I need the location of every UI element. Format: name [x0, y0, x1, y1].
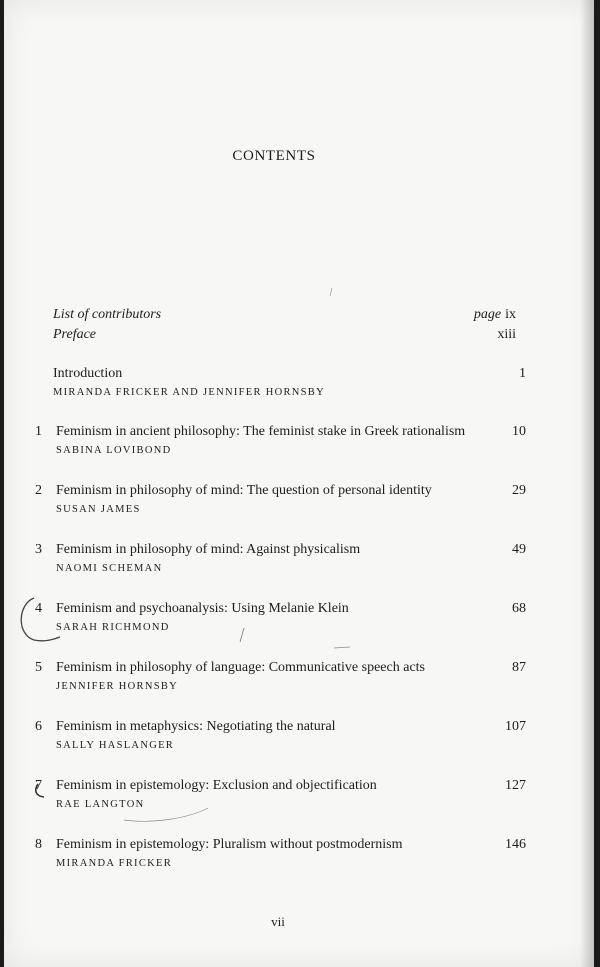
chapter-title: Feminism in philosophy of mind: Against physicalism: [56, 542, 361, 557]
chapter-page: 49: [512, 542, 526, 557]
chapter-number: 5: [35, 660, 42, 675]
chapter-author: MIRANDA FRICKER: [56, 858, 173, 869]
chapter-page: 68: [512, 601, 526, 616]
chapter-number: 3: [35, 542, 42, 557]
chapter-author: MIRANDA FRICKER AND JENNIFER HORNSBY: [53, 387, 325, 398]
front-matter-contributors: List of contributors: [53, 307, 162, 322]
chapter-author: SABINA LOVIBOND: [56, 445, 172, 456]
chapter-title: Feminism in philosophy of language: Communicative speech acts: [56, 660, 425, 675]
chapter-page: 29: [512, 483, 526, 498]
chapter-page: 127: [505, 778, 526, 793]
chapter-number: 4: [35, 601, 42, 616]
chapter-title: Feminism in philosophy of mind: The question of personal identity: [56, 483, 432, 498]
chapter-author: RAE LANGTON: [56, 799, 145, 810]
chapter-number: 8: [35, 837, 42, 852]
pencil-speck-mark: [330, 288, 332, 296]
page-folio: vii: [271, 914, 285, 929]
pencil-bracket-mark: [21, 598, 60, 641]
pencil-underline-mark: [124, 808, 208, 821]
chapter-title: Feminism and psychoanalysis: Using Melanie Klein: [56, 601, 349, 616]
chapter-title: Feminism in epistemology: Exclusion and objectification: [56, 778, 377, 793]
pen-check-mark: [36, 784, 44, 797]
chapter-author: SALLY HASLANGER: [56, 740, 175, 751]
chapter-page: 146: [505, 837, 526, 852]
chapter-title: Introduction: [53, 366, 123, 381]
chapter-author: SARAH RICHMOND: [56, 622, 170, 633]
chapter-author: SUSAN JAMES: [56, 504, 141, 515]
front-matter-preface-page: xiii: [497, 327, 516, 342]
chapter-title: Feminism in ancient philosophy: The feminist stake in Greek rationalism: [56, 424, 466, 439]
chapter-page: 87: [512, 660, 526, 675]
page-label: page: [473, 307, 502, 322]
chapter-page: 10: [512, 424, 526, 439]
chapter-number: 6: [35, 719, 42, 734]
pencil-dash-mark: [334, 647, 350, 648]
chapter-number: 1: [35, 424, 42, 439]
chapter-page: 1: [519, 366, 526, 381]
contents-heading: CONTENTS: [232, 148, 316, 164]
front-matter-preface: Preface: [53, 327, 97, 342]
page-number: ix: [505, 307, 516, 322]
chapter-title: Feminism in metaphysics: Negotiating the natural: [56, 719, 336, 734]
chapter-title: Feminism in epistemology: Pluralism without postmodernism: [56, 837, 403, 852]
chapter-page: 107: [505, 719, 526, 734]
chapter-author: NAOMI SCHEMAN: [56, 563, 163, 574]
chapter-author: JENNIFER HORNSBY: [56, 681, 179, 692]
chapter-number: 7: [35, 778, 42, 793]
pencil-annotations: [4, 0, 594, 967]
book-page: [4, 0, 594, 967]
chapter-number: 2: [35, 483, 42, 498]
pencil-tick-mark: [240, 628, 244, 642]
